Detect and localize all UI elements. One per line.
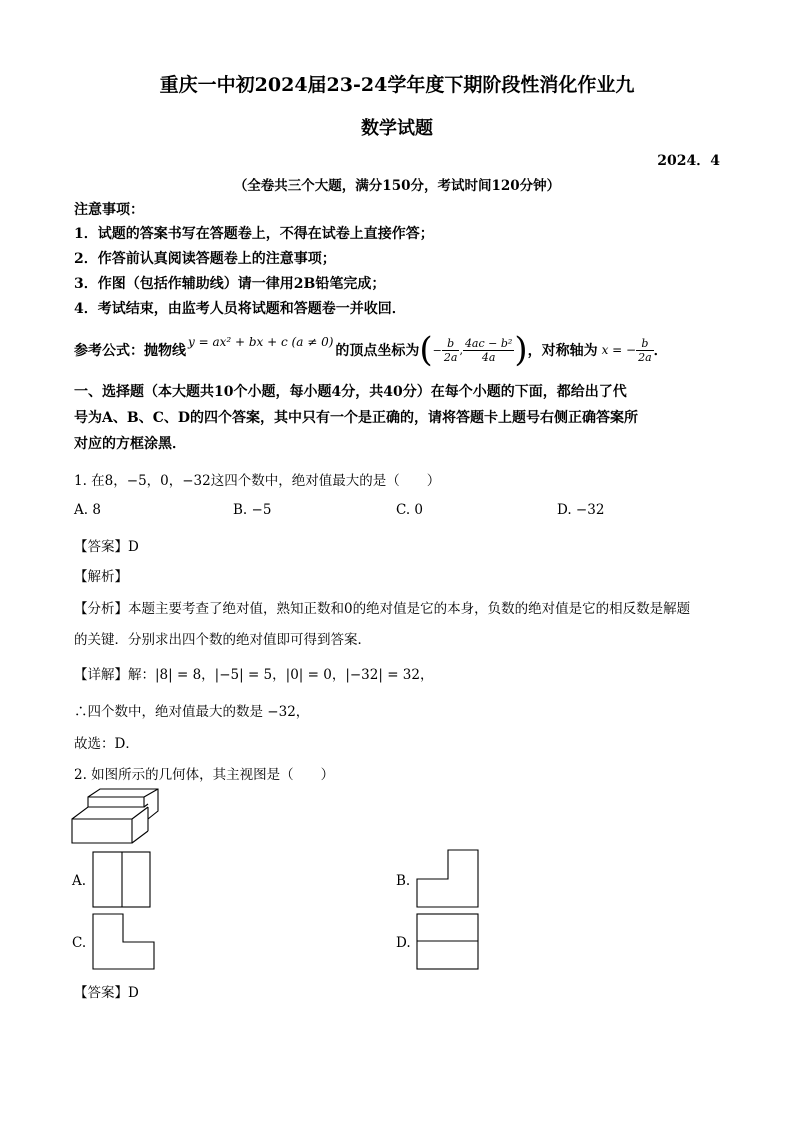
axis-fraction: $\frac{b}{2a}$ [638, 336, 652, 364]
q2-option-a-label: A. [72, 873, 87, 889]
exam-subtitle: 数学试题 [361, 118, 433, 139]
q1-analysis-line1: 【分析】本题主要考查了绝对值，熟知正数和0的绝对值是它的本身，负数的绝对值是它的相反数是解题 [74, 601, 691, 617]
exam-date: 2024．4 [657, 153, 720, 169]
vertex-text: 的顶点坐标为 [335, 343, 420, 359]
notes-heading: 注意事项： [74, 202, 144, 218]
q2-stem: 2. 如图所示的几何体，其主视图是（ ） [74, 767, 335, 783]
q2-option-d-label: D. [396, 935, 411, 951]
q1-option-c: C. 0 [396, 502, 424, 518]
note-item-3: 3．作图（包括作辅助线）请一律用2B铅笔完成； [74, 276, 386, 292]
parabola-equation: y = ax² + bx + c (a ≠ 0) [188, 335, 334, 349]
q2-option-b-figure [416, 849, 480, 909]
formula-lead: 参考公式：抛物线 [74, 343, 186, 359]
q1-choose: 故选：D． [74, 736, 139, 752]
q2-option-b-label: B. [396, 873, 411, 889]
section1-line3: 对应的方框涂黑． [74, 436, 186, 452]
q1-conclusion: ∴四个数中，绝对值最大的数是 −32， [74, 704, 310, 720]
vertex-x-fraction: $\frac{b}{2a}$ [443, 336, 458, 364]
q1-analysis-tag: 【解析】 [74, 569, 128, 585]
q1-answer: 【答案】D [74, 539, 139, 555]
q2-answer: 【答案】D [74, 985, 139, 1001]
q2-option-a-figure [92, 851, 152, 909]
q2-option-c-figure [92, 913, 156, 971]
geometric-solid-figure [70, 787, 162, 847]
q2-option-d-figure [416, 913, 480, 971]
q2-option-c-label: C. [72, 935, 87, 951]
q1-stem: 1. 在8，−5，0，−32这四个数中，绝对值最大的是（ ） [74, 473, 441, 489]
q1-option-d: D. −32 [557, 502, 605, 518]
note-item-1: 1．试题的答案书写在答题卷上，不得在试卷上直接作答； [74, 226, 434, 242]
section1-line1: 一、选择题（本大题共10个小题，每小题4分，共40分）在每个小题的下面，都给出了代 [74, 384, 627, 400]
axis-text: ，对称轴为 [527, 343, 598, 359]
axis-lhs: x = − [601, 343, 637, 357]
vertex-y-fraction: $\frac{\text{4ac − b²}}{4a}$ [464, 336, 513, 364]
q1-option-a: A. 8 [74, 502, 101, 518]
q1-analysis-line2: 的关键．分别求出四个数的绝对值即可得到答案． [74, 632, 371, 648]
note-item-2: 2．作答前认真阅读答题卷上的注意事项； [74, 251, 336, 267]
section1-line2: 号为A、B、C、D的四个答案，其中只有一个是正确的，请将答题卡上题号右侧正确答案所 [74, 410, 638, 426]
formula-end: ． [653, 343, 668, 359]
reference-formula: 参考公式：抛物线 y = ax² + bx + c (a ≠ 0) 的顶点坐标为 ( − $\frac{b}{2a}$ , $\frac{\text{4ac − b²}}{4a}$ ) ，对称轴为 x = − $\frac{b}{2a}$ ． [74, 330, 668, 370]
q1-detail: 【详解】解：|8| = 8，|−5| = 5，|0| = 0，|−32| = 32， [74, 667, 434, 683]
note-item-4: 4．考试结束，由监考人员将试题和答题卷一并收回． [74, 301, 406, 317]
exam-info: （全卷共三个大题，满分150分，考试时间120分钟） [233, 178, 561, 194]
q1-option-b: B. −5 [233, 502, 272, 518]
exam-title: 重庆一中初2024届23-24学年度下期阶段性消化作业九 [159, 74, 635, 96]
